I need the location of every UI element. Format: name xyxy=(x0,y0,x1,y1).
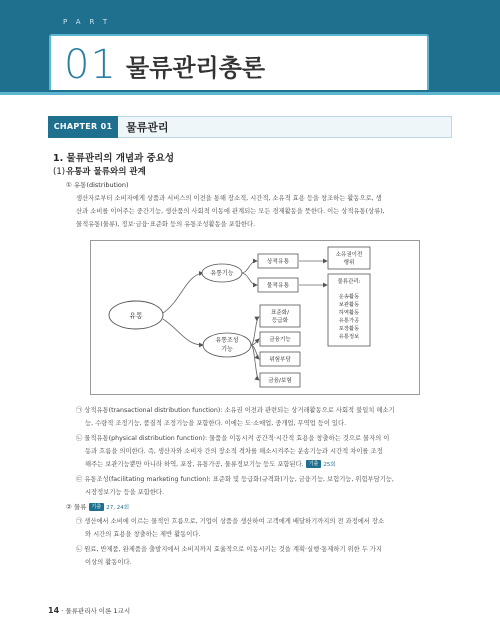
body-line: ㉠ 상적유통(transactional distribution function): 소유권 이전과 관련되는 상거래활동으로 사회적 불일치 해소기 xyxy=(76,407,395,414)
branch-facilitating-line2: 기능 xyxy=(221,346,233,353)
body-line: ㉡ 원료, 반제품, 완제품을 출발지에서 소비지까지 효율적으로 이동시키는 것을 계획·실행·통제하기 위한 두 가지 xyxy=(76,546,382,553)
diagram-canvas xyxy=(91,241,421,396)
connector xyxy=(163,273,203,313)
body-line: 동과 흐름을 의미한다. 즉, 생산자와 소비자 간의 장소적 격차를 해소시켜주는 운송기능과 시간적 차이를 조정 xyxy=(85,448,383,455)
footer-book-title: · 물류관리사 이론 1교시 xyxy=(61,607,131,615)
bullet-facilitating xyxy=(76,473,456,499)
page-footer xyxy=(48,606,130,615)
node-standardization-line1: 표준화/ xyxy=(270,310,290,316)
node-insurance: 금융/보험 xyxy=(268,378,292,384)
body-line: 산과 소비를 이어주는 중간기능, 생산품의 사회적 이동에 관계되는 모든 경제활동을 뜻한다. 이는 상적유통(상류), xyxy=(76,208,385,215)
node-logistics-item: 유통가공 xyxy=(338,318,360,324)
subsection-label: 유통과 물류와의 관계 xyxy=(66,167,146,177)
branch-facilitating-line1: 유통조성 xyxy=(215,337,239,344)
node-risk: 위험부담 xyxy=(269,357,291,363)
body-line: ㉠ 생산에서 소비에 이르는 물적인 흐름으로, 기업이 상품을 생산하여 고객에게 배달하기까지의 전 과정에서 장소 xyxy=(76,518,385,525)
body-line-text: 해주는 보관기능뿐만 아니라 하역, 포장, 유통가공, 물류정보기능 등도 포함된다. xyxy=(85,461,304,468)
node-commercial-distribution: 상적유통 xyxy=(266,259,290,265)
node-logistics-item: 보관활동 xyxy=(338,302,360,308)
subsection-number: (1) xyxy=(53,167,66,177)
node-finance: 금융기능 xyxy=(269,337,291,343)
bullet-logistics-b xyxy=(76,543,456,569)
exam-ref: 25회 xyxy=(323,462,336,468)
body-line: 와 시간의 효용을 창출하는 제반 활동이다. xyxy=(85,531,201,538)
bullet-physical xyxy=(76,432,456,472)
node-logistics-item: 유통정보 xyxy=(338,334,360,340)
part-title: 물류관리총론 xyxy=(126,54,266,82)
chapter-tag: CHAPTER 01 xyxy=(48,116,118,138)
node-physical-distribution: 물적유통 xyxy=(266,283,290,289)
node-logistics-item: 포장활동 xyxy=(338,326,360,332)
branch-distribution-function: 유통기능 xyxy=(210,270,234,277)
subsection-title xyxy=(53,165,146,177)
root-node-label: 유통 xyxy=(129,312,143,320)
header-divider xyxy=(0,92,500,95)
body-line xyxy=(76,458,456,472)
node-logistics-item: 하역활동 xyxy=(338,310,360,316)
node-logistics-item: 운송활동 xyxy=(338,294,360,300)
chapter-title: 물류관리 xyxy=(126,121,169,134)
body-line: 능, 수량적 조정기능, 품질적 조정기능을 포함한다. 이에는 도·소매업, 중개업, 무역업 등이 있다. xyxy=(85,420,347,427)
distribution-diagram xyxy=(90,240,420,395)
body-line: 물적유통(물류), 정보·금융·표준화 등의 유통조성활동을 포함한다. xyxy=(76,221,256,228)
connector xyxy=(241,261,257,273)
item-distribution-head: ① 유통(distribution) xyxy=(66,181,129,189)
exam-badge: 기출 xyxy=(306,460,322,468)
body-line: 생산자로부터 소비자에게 상품과 서비스의 이전을 통해 장소적, 시간적, 소유적 효용 등을 창조하는 활동으로, 생 xyxy=(76,195,382,202)
bullet-logistics-a xyxy=(76,515,456,541)
section-title: 1. 물류관리의 개념과 중요성 xyxy=(53,153,175,164)
body-line: 이상의 활동이다. xyxy=(85,559,132,566)
exam-ref: 27, 24회 xyxy=(106,505,130,511)
exam-badge: 기출 xyxy=(89,503,105,511)
bullet-commercial xyxy=(76,404,456,430)
node-logistics-title: 물류관리: xyxy=(337,279,361,285)
item-logistics-label: ② 물류 xyxy=(66,503,87,511)
body-line: ㉢ 유통조성(facilitating marketing function): 표준화 및 등급화(규격화)기능, 금융기능, 보험기능, 위험부담기능, xyxy=(76,476,394,483)
body-line: ㉡ 물적유통(physical distribution function): 물품을 이동시켜 공간적·시간적 효용을 창출하는 것으로 물자의 이 xyxy=(76,435,390,442)
page-number: 14 xyxy=(48,606,60,615)
item-distribution-body xyxy=(76,192,456,231)
node-ownership-line2: 행위 xyxy=(343,260,355,266)
item-logistics-head xyxy=(66,502,129,511)
body-line: 시장정보기능 등을 포함한다. xyxy=(85,489,164,496)
node-standardization-line2: 등급화 xyxy=(271,318,289,324)
node-ownership-line1: 소유권이전 xyxy=(335,252,363,258)
part-number: 01 xyxy=(64,42,117,88)
part-label: PART xyxy=(63,18,117,26)
connector xyxy=(163,319,203,345)
connector xyxy=(241,273,257,285)
